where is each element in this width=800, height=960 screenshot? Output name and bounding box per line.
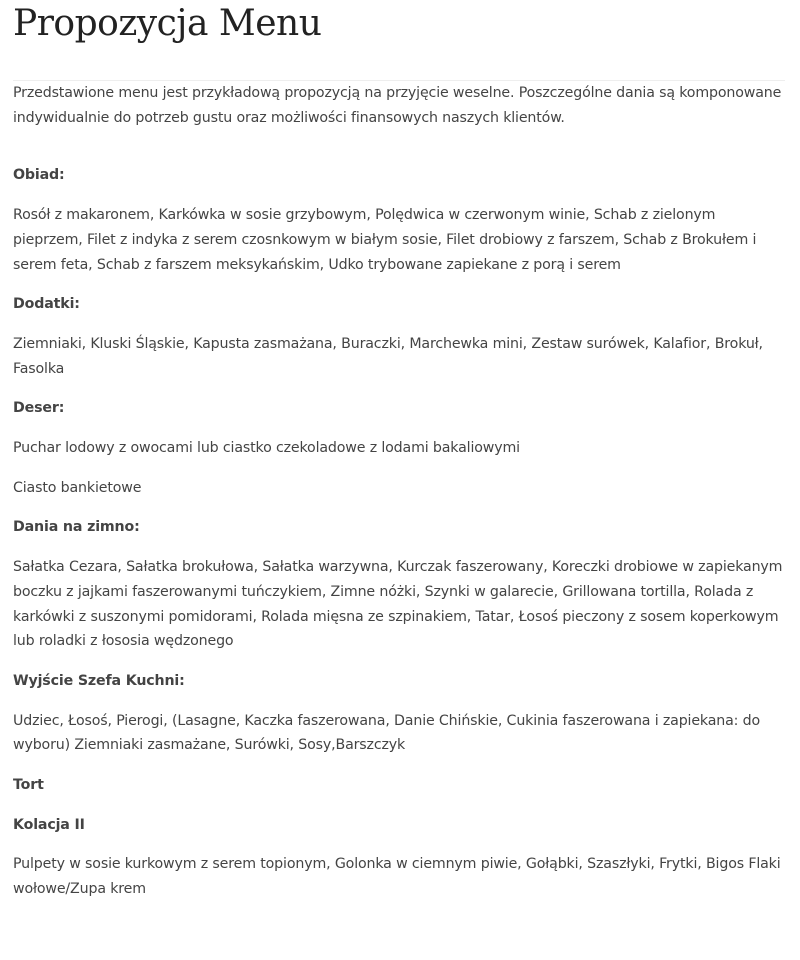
section-heading-szef: Wyjście Szefa Kuchni: [13,672,185,689]
section-heading-tort: Tort [13,777,44,794]
section-text-deser-2: Ciasto bankietowe [13,479,142,496]
menu-content [13,81,785,902]
section-heading-zimne: Dania na zimno: [13,519,140,536]
section-heading-dodatki: Dodatki: [13,296,80,313]
section-text-obiad: Rosół z makaronem, Karkówka w sosie grzybowym, Polędwica w czerwonym winie, Schab z zielonym pieprzem, Filet z indyka z serem czosnkowym w białym sosie, Filet drobiowy z farszem, Schab z Brokułem i serem feta, Schab z farszem meksykańskim, Udko trybowane zapiekane z porą i serem [13,207,757,273]
section-heading-kolacja: Kolacja II [13,816,85,833]
section-text-zimne: Sałatka Cezara, Sałatka brokułowa, Sałatka warzywna, Kurczak faszerowany, Koreczki drobiowe w zapiekanym boczku z jajkami faszerowanymi tuńczykiem, Zimne nóżki, Szynki w galarecie, Grillowana tortilla, Rolada z karkówki z suszonymi pomidorami, Rolada mięsna ze szpinakiem, Tatar, Łosoś pieczony z sosem koperkowym lub roladki z łososia wędzonego [13,559,783,650]
menu-page [13,0,785,902]
intro-paragraph: Przedstawione menu jest przykładową propozycją na przyjęcie weselne. Poszczególne dania są komponowane indywidualnie do potrzeb gustu oraz możliwości finansowych naszych klientów. [13,85,782,126]
section-text-szef: Udziec, Łosoś, Pierogi, (Lasagne, Kaczka faszerowana, Danie Chińskie, Cukinia faszerowana i zapiekana: do wyboru) Ziemniaki zasmażane, Surówki, Sosy,Barszczyk [13,712,761,754]
section-heading-obiad: Obiad: [13,167,65,184]
section-text-deser-1: Puchar lodowy z owocami lub ciastko czekoladowe z lodami bakaliowymi [13,440,520,457]
section-text-kolacja: Pulpety w sosie kurkowym z serem topionym, Golonka w ciemnym piwie, Gołąbki, Szaszłyki, Frytki, Bigos Flaki wołowe/Zupa krem [13,856,781,898]
section-text-dodatki: Ziemniaki, Kluski Śląskie, Kapusta zasmażana, Buraczki, Marchewka mini, Zestaw surówek, Kalafior, Brokuł, Fasolka [13,335,763,377]
section-heading-deser: Deser: [13,400,65,417]
page-title: Propozycja Menu [13,3,322,44]
